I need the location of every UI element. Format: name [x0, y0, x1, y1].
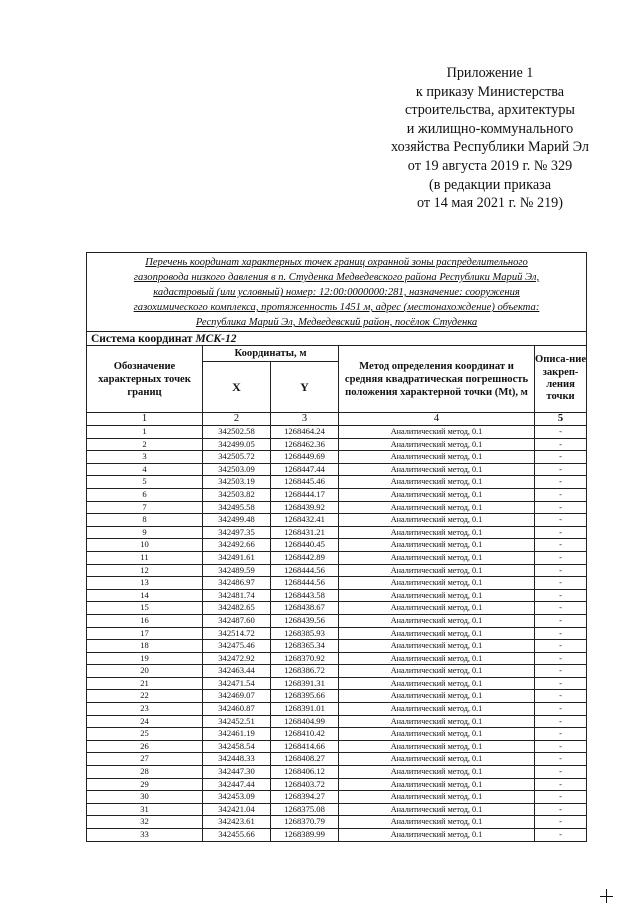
y-cell: 1268404.99: [271, 715, 339, 728]
desc-cell: -: [535, 715, 587, 728]
x-cell: 342499.05: [203, 438, 271, 451]
desc-cell: -: [535, 665, 587, 678]
column-number: 4: [339, 413, 535, 426]
table-row: [87, 463, 587, 476]
coordinate-system: [87, 332, 587, 346]
x-cell: 342491.61: [203, 551, 271, 564]
method-cell: Аналитический метод, 0.1: [339, 526, 535, 539]
x-cell: 342469.07: [203, 690, 271, 703]
y-cell: 1268370.92: [271, 652, 339, 665]
caption-line: газопровода низкого давления в п. Студенка Медведевского района Республики Марий Эл,: [133, 272, 540, 283]
point-cell: 13: [87, 577, 203, 590]
x-cell: 342475.46: [203, 640, 271, 653]
desc-cell: -: [535, 426, 587, 439]
point-cell: 9: [87, 526, 203, 539]
table-row: [87, 501, 587, 514]
y-cell: 1268439.56: [271, 614, 339, 627]
desc-cell: -: [535, 640, 587, 653]
method-cell: Аналитический метод, 0.1: [339, 577, 535, 590]
y-cell: 1268403.72: [271, 778, 339, 791]
table-row: [87, 690, 587, 703]
y-cell: 1268449.69: [271, 451, 339, 464]
y-cell: 1268389.99: [271, 829, 339, 842]
table-row: [87, 602, 587, 615]
x-cell: 342452.51: [203, 715, 271, 728]
method-cell: Аналитический метод, 0.1: [339, 753, 535, 766]
table-row: [87, 766, 587, 779]
method-cell: Аналитический метод, 0.1: [339, 451, 535, 464]
table-row: [87, 426, 587, 439]
point-cell: 22: [87, 690, 203, 703]
point-cell: 25: [87, 728, 203, 741]
point-cell: 18: [87, 640, 203, 653]
method-cell: Аналитический метод, 0.1: [339, 829, 535, 842]
point-cell: 27: [87, 753, 203, 766]
header-line: от 19 августа 2019 г. № 329: [407, 157, 573, 174]
table-caption: [87, 253, 587, 332]
method-cell: Аналитический метод, 0.1: [339, 627, 535, 640]
x-cell: 342505.72: [203, 451, 271, 464]
desc-cell: -: [535, 451, 587, 464]
point-cell: 19: [87, 652, 203, 665]
y-cell: 1268442.89: [271, 551, 339, 564]
table-row: [87, 627, 587, 640]
header-desc: Описа-ние закреп-ления точки: [535, 346, 587, 413]
scan-mark: [600, 896, 613, 897]
desc-cell: -: [535, 791, 587, 804]
desc-cell: -: [535, 740, 587, 753]
method-cell: Аналитический метод, 0.1: [339, 614, 535, 627]
table-row: [87, 438, 587, 451]
desc-cell: -: [535, 438, 587, 451]
column-number: 1: [87, 413, 203, 426]
x-cell: 342497.35: [203, 526, 271, 539]
x-cell: 342472.92: [203, 652, 271, 665]
x-cell: 342460.87: [203, 703, 271, 716]
method-cell: Аналитический метод, 0.1: [339, 463, 535, 476]
desc-cell: -: [535, 766, 587, 779]
table-row: [87, 526, 587, 539]
desc-cell: -: [535, 677, 587, 690]
method-cell: Аналитический метод, 0.1: [339, 602, 535, 615]
x-cell: 342461.19: [203, 728, 271, 741]
x-cell: 342487.60: [203, 614, 271, 627]
method-cell: Аналитический метод, 0.1: [339, 539, 535, 552]
point-cell: 3: [87, 451, 203, 464]
table-row: [87, 728, 587, 741]
method-cell: Аналитический метод, 0.1: [339, 690, 535, 703]
method-cell: Аналитический метод, 0.1: [339, 488, 535, 501]
table-row: [87, 816, 587, 829]
y-cell: 1268370.79: [271, 816, 339, 829]
desc-cell: -: [535, 829, 587, 842]
header-line: от 14 мая 2021 г. № 219): [417, 195, 563, 212]
y-cell: 1268462.36: [271, 438, 339, 451]
method-cell: Аналитический метод, 0.1: [339, 640, 535, 653]
point-cell: 16: [87, 614, 203, 627]
header-point: Обозначение характерных точек границ: [87, 346, 203, 413]
desc-cell: -: [535, 501, 587, 514]
table-row: [87, 778, 587, 791]
y-cell: 1268394.27: [271, 791, 339, 804]
caption-line: Республика Марий Эл, Медведевский район, посёлок Студенка: [195, 317, 478, 328]
y-cell: 1268414.66: [271, 740, 339, 753]
table-row: [87, 715, 587, 728]
point-cell: 12: [87, 564, 203, 577]
method-cell: Аналитический метод, 0.1: [339, 791, 535, 804]
y-cell: 1268439.92: [271, 501, 339, 514]
desc-cell: -: [535, 703, 587, 716]
method-cell: Аналитический метод, 0.1: [339, 514, 535, 527]
x-cell: 342453.09: [203, 791, 271, 804]
method-cell: Аналитический метод, 0.1: [339, 426, 535, 439]
desc-cell: -: [535, 514, 587, 527]
header-y: Y: [271, 362, 339, 413]
point-cell: 21: [87, 677, 203, 690]
x-cell: 342448.33: [203, 753, 271, 766]
point-cell: 32: [87, 816, 203, 829]
point-cell: 2: [87, 438, 203, 451]
table-row: [87, 753, 587, 766]
x-cell: 342502.58: [203, 426, 271, 439]
x-cell: 342458.54: [203, 740, 271, 753]
x-cell: 342503.19: [203, 476, 271, 489]
point-cell: 23: [87, 703, 203, 716]
y-cell: 1268432.41: [271, 514, 339, 527]
y-cell: 1268391.01: [271, 703, 339, 716]
table-row: [87, 539, 587, 552]
y-cell: 1268431.21: [271, 526, 339, 539]
y-cell: 1268386.72: [271, 665, 339, 678]
table-row: [87, 577, 587, 590]
header-line: к приказу Министерства: [415, 83, 565, 100]
method-cell: Аналитический метод, 0.1: [339, 564, 535, 577]
point-cell: 20: [87, 665, 203, 678]
point-cell: 14: [87, 589, 203, 602]
method-cell: Аналитический метод, 0.1: [339, 501, 535, 514]
column-number-row: [87, 413, 587, 426]
desc-cell: -: [535, 753, 587, 766]
desc-cell: -: [535, 589, 587, 602]
y-cell: 1268464.24: [271, 426, 339, 439]
y-cell: 1268445.46: [271, 476, 339, 489]
method-cell: Аналитический метод, 0.1: [339, 740, 535, 753]
point-cell: 17: [87, 627, 203, 640]
table-row: [87, 551, 587, 564]
caption-line: газохимического комплекса, протяженность 1451 м, адрес (местонахождение) объекта:: [133, 302, 540, 313]
header-line: и жилищно-коммунального: [406, 120, 574, 137]
point-cell: 33: [87, 829, 203, 842]
point-cell: 10: [87, 539, 203, 552]
x-cell: 342463.44: [203, 665, 271, 678]
method-cell: Аналитический метод, 0.1: [339, 703, 535, 716]
table-row: [87, 589, 587, 602]
caption-line: кадастровый (или условный) номер: 12:00:0000000:281, назначение: сооружения: [153, 287, 520, 298]
y-cell: 1268438.67: [271, 602, 339, 615]
method-cell: Аналитический метод, 0.1: [339, 778, 535, 791]
point-cell: 11: [87, 551, 203, 564]
desc-cell: -: [535, 778, 587, 791]
header-coords: Координаты, м: [203, 346, 339, 362]
column-number: 5: [535, 413, 587, 426]
method-cell: Аналитический метод, 0.1: [339, 476, 535, 489]
x-cell: 342486.97: [203, 577, 271, 590]
y-cell: 1268444.56: [271, 577, 339, 590]
point-cell: 1: [87, 426, 203, 439]
header-line: хозяйства Республики Марий Эл: [391, 139, 589, 156]
method-cell: Аналитический метод, 0.1: [339, 665, 535, 678]
x-cell: 342421.04: [203, 803, 271, 816]
table-row: [87, 652, 587, 665]
header-line: строительства, архитектуры: [405, 102, 575, 119]
point-cell: 15: [87, 602, 203, 615]
method-cell: Аналитический метод, 0.1: [339, 816, 535, 829]
y-cell: 1268410.42: [271, 728, 339, 741]
appendix-header: [360, 64, 620, 213]
y-cell: 1268408.27: [271, 753, 339, 766]
y-cell: 1268444.56: [271, 564, 339, 577]
table-row: [87, 614, 587, 627]
table-row: [87, 803, 587, 816]
x-cell: 342492.66: [203, 539, 271, 552]
coordinate-system-label: Система координат: [91, 332, 196, 345]
desc-cell: -: [535, 539, 587, 552]
y-cell: 1268440.45: [271, 539, 339, 552]
point-cell: 5: [87, 476, 203, 489]
y-cell: 1268395.66: [271, 690, 339, 703]
y-cell: 1268365.34: [271, 640, 339, 653]
header-line: Приложение 1: [446, 65, 534, 81]
point-cell: 30: [87, 791, 203, 804]
x-cell: 342499.48: [203, 514, 271, 527]
table-row: [87, 677, 587, 690]
table-row: [87, 476, 587, 489]
method-cell: Аналитический метод, 0.1: [339, 438, 535, 451]
method-cell: Аналитический метод, 0.1: [339, 728, 535, 741]
point-cell: 28: [87, 766, 203, 779]
table-row: [87, 829, 587, 842]
desc-cell: -: [535, 564, 587, 577]
coordinate-system-value: МСК-12: [195, 332, 237, 345]
x-cell: 342514.72: [203, 627, 271, 640]
method-cell: Аналитический метод, 0.1: [339, 766, 535, 779]
y-cell: 1268391.31: [271, 677, 339, 690]
y-cell: 1268444.17: [271, 488, 339, 501]
table-row: [87, 451, 587, 464]
method-cell: Аналитический метод, 0.1: [339, 715, 535, 728]
point-cell: 8: [87, 514, 203, 527]
column-number: 3: [271, 413, 339, 426]
table-row: [87, 564, 587, 577]
y-cell: 1268385.93: [271, 627, 339, 640]
point-cell: 26: [87, 740, 203, 753]
desc-cell: -: [535, 551, 587, 564]
table-row: [87, 740, 587, 753]
x-cell: 342503.09: [203, 463, 271, 476]
x-cell: 342481.74: [203, 589, 271, 602]
point-cell: 7: [87, 501, 203, 514]
desc-cell: -: [535, 816, 587, 829]
point-cell: 4: [87, 463, 203, 476]
y-cell: 1268406.12: [271, 766, 339, 779]
desc-cell: -: [535, 488, 587, 501]
method-cell: Аналитический метод, 0.1: [339, 551, 535, 564]
table-row: [87, 488, 587, 501]
point-cell: 29: [87, 778, 203, 791]
point-cell: 31: [87, 803, 203, 816]
header-x: X: [203, 362, 271, 413]
table-row: [87, 791, 587, 804]
x-cell: 342503.82: [203, 488, 271, 501]
x-cell: 342482.65: [203, 602, 271, 615]
x-cell: 342447.30: [203, 766, 271, 779]
point-cell: 24: [87, 715, 203, 728]
x-cell: 342471.54: [203, 677, 271, 690]
header-method: Метод определения координат и средняя квадратическая погрешность положения характерной точки (Mt), м: [339, 346, 535, 413]
table-row: [87, 640, 587, 653]
desc-cell: -: [535, 602, 587, 615]
column-number: 2: [203, 413, 271, 426]
desc-cell: -: [535, 614, 587, 627]
desc-cell: -: [535, 476, 587, 489]
caption-line: Перечень координат характерных точек границ охранной зоны распределительного: [145, 257, 528, 268]
x-cell: 342447.44: [203, 778, 271, 791]
method-cell: Аналитический метод, 0.1: [339, 652, 535, 665]
x-cell: 342489.59: [203, 564, 271, 577]
table-row: [87, 514, 587, 527]
method-cell: Аналитический метод, 0.1: [339, 589, 535, 602]
desc-cell: -: [535, 526, 587, 539]
desc-cell: -: [535, 728, 587, 741]
table-row: [87, 703, 587, 716]
y-cell: 1268375.08: [271, 803, 339, 816]
desc-cell: -: [535, 652, 587, 665]
desc-cell: -: [535, 690, 587, 703]
method-cell: Аналитический метод, 0.1: [339, 677, 535, 690]
table-row: [87, 665, 587, 678]
x-cell: 342495.58: [203, 501, 271, 514]
header-line: (в редакции приказа: [428, 176, 552, 193]
point-cell: 6: [87, 488, 203, 501]
y-cell: 1268443.58: [271, 589, 339, 602]
x-cell: 342455.66: [203, 829, 271, 842]
desc-cell: -: [535, 577, 587, 590]
desc-cell: -: [535, 803, 587, 816]
y-cell: 1268447.44: [271, 463, 339, 476]
desc-cell: -: [535, 627, 587, 640]
method-cell: Аналитический метод, 0.1: [339, 803, 535, 816]
x-cell: 342423.61: [203, 816, 271, 829]
desc-cell: -: [535, 463, 587, 476]
coordinates-table: [86, 252, 587, 842]
